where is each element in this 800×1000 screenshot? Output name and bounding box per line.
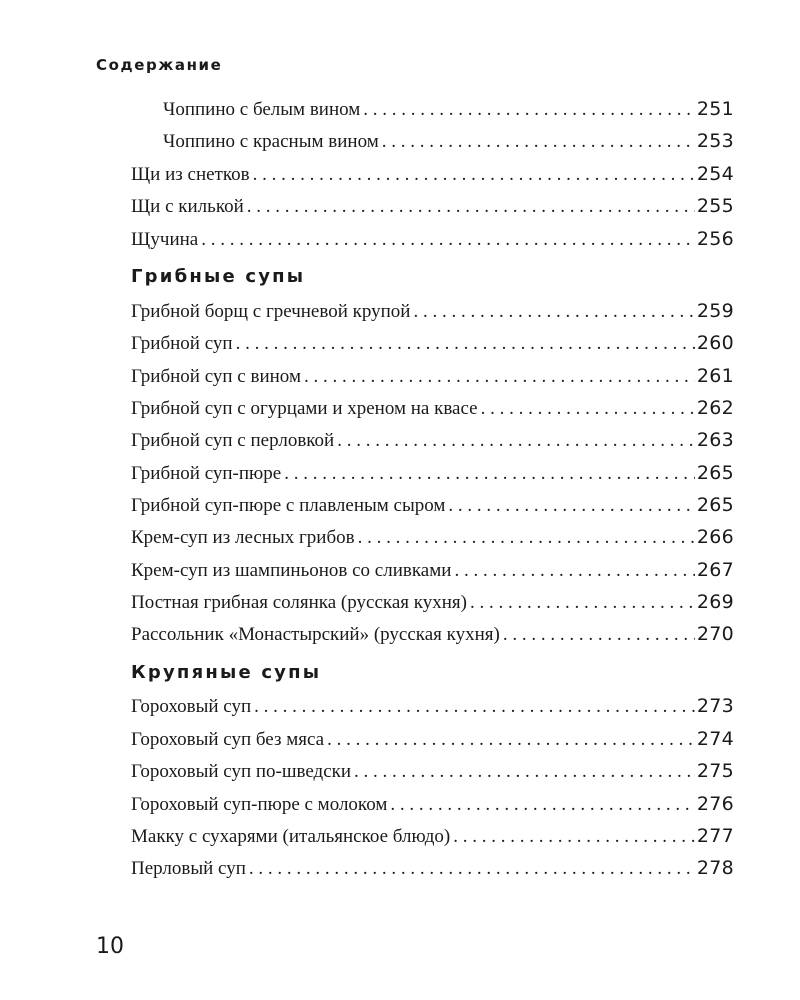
toc-entry[interactable] xyxy=(131,492,734,518)
dot-leader xyxy=(363,97,695,123)
dot-leader xyxy=(503,622,695,648)
toc-entry[interactable] xyxy=(163,128,734,154)
toc-entry[interactable] xyxy=(131,621,734,647)
toc-entry[interactable] xyxy=(131,363,734,389)
toc-entry[interactable] xyxy=(131,524,734,550)
toc-page-number: 256 xyxy=(696,228,734,250)
toc-entry[interactable] xyxy=(131,427,734,453)
dot-leader xyxy=(453,824,695,850)
toc-page-number: 254 xyxy=(696,163,734,185)
dot-leader xyxy=(236,331,695,357)
dot-leader xyxy=(354,759,695,785)
toc-entry-label: Постная грибная солянка (русская кухня) xyxy=(131,592,467,613)
dot-leader xyxy=(201,227,695,253)
toc-entry-label: Крем-суп из шампиньонов со сливками xyxy=(131,560,452,581)
toc-page-number: 262 xyxy=(696,397,734,419)
toc-entry-label: Грибной суп с вином xyxy=(131,366,301,387)
running-head: Содержание xyxy=(96,56,223,74)
toc-page-number: 265 xyxy=(696,494,734,516)
toc-entry-label: Чоппино с белым вином xyxy=(163,99,361,120)
toc-entry[interactable] xyxy=(131,460,734,486)
toc-entry[interactable] xyxy=(131,791,734,817)
dot-leader xyxy=(382,129,695,155)
toc-page-number: 273 xyxy=(696,695,734,717)
dot-leader xyxy=(470,590,695,616)
toc-entry-label: Грибной суп-пюре xyxy=(131,463,282,484)
toc-entry[interactable] xyxy=(131,855,734,881)
section-title: Крупяные супы xyxy=(131,662,322,683)
toc-page-number: 251 xyxy=(696,98,734,120)
toc-page-number: 266 xyxy=(696,526,734,548)
dot-leader xyxy=(413,299,694,325)
dot-leader xyxy=(249,856,695,882)
toc-entry-label: Грибной суп-пюре с плавленым сыром xyxy=(131,495,446,516)
toc-entry-label: Щи из снетков xyxy=(131,164,250,185)
toc-entry-label: Крем-суп из лесных грибов xyxy=(131,527,355,548)
dot-leader xyxy=(254,694,695,720)
toc-page-number: 267 xyxy=(696,559,734,581)
toc-page-number: 274 xyxy=(696,728,734,750)
toc-page-number: 278 xyxy=(696,857,734,879)
toc-entry-label: Гороховый суп без мяса xyxy=(131,729,325,750)
toc-entry-label: Гороховый суп xyxy=(131,696,252,717)
toc-entry[interactable] xyxy=(131,557,734,583)
toc-page-number: 275 xyxy=(696,760,734,782)
section-title: Грибные супы xyxy=(131,266,306,287)
toc-entry-label: Макку с сухарями (итальянское блюдо) xyxy=(131,826,451,847)
toc-entry-label: Перловый суп xyxy=(131,858,246,879)
dot-leader xyxy=(448,493,694,519)
toc-entry[interactable] xyxy=(131,726,734,752)
dot-leader xyxy=(337,428,695,454)
dot-leader xyxy=(327,727,695,753)
toc-entry-label: Гороховый суп-пюре с молоком xyxy=(131,794,388,815)
dot-leader xyxy=(284,461,695,487)
toc-entry-label: Грибной суп с перловкой xyxy=(131,430,335,451)
toc-entry-label: Гороховый суп по-шведски xyxy=(131,761,352,782)
toc-page-number: 260 xyxy=(696,332,734,354)
toc-entry-label: Грибной суп xyxy=(131,333,233,354)
dot-leader xyxy=(481,396,695,422)
toc-entry[interactable] xyxy=(163,96,734,122)
toc-page-number: 277 xyxy=(696,825,734,847)
toc-page-number: 265 xyxy=(696,462,734,484)
toc-page-number: 269 xyxy=(696,591,734,613)
toc-page-number: 276 xyxy=(696,793,734,815)
toc-page-number: 261 xyxy=(696,365,734,387)
dot-leader xyxy=(253,162,695,188)
toc-entry[interactable] xyxy=(131,193,734,219)
dot-leader xyxy=(358,525,695,551)
toc-entry[interactable] xyxy=(131,823,734,849)
toc-page-number: 255 xyxy=(696,195,734,217)
toc-entry[interactable] xyxy=(131,693,734,719)
toc-entry-label: Грибной борщ с гречневой крупой xyxy=(131,301,411,322)
toc-entry[interactable] xyxy=(131,395,734,421)
toc-entry[interactable] xyxy=(131,298,734,324)
toc-entry-label: Щучина xyxy=(131,229,199,250)
toc-entry[interactable] xyxy=(131,330,734,356)
toc-entry-label: Грибной суп с огурцами и хреном на квасе xyxy=(131,398,478,419)
toc-page-number: 259 xyxy=(696,300,734,322)
toc-page-number: 263 xyxy=(696,429,734,451)
toc-page-number: 253 xyxy=(696,130,734,152)
toc-entry-label: Чоппино с красным вином xyxy=(163,131,379,152)
toc-entry[interactable] xyxy=(131,226,734,252)
dot-leader xyxy=(247,194,695,220)
page-number-folio: 10 xyxy=(96,934,124,959)
toc-entry-label: Рассольник «Монастырский» (русская кухня) xyxy=(131,624,500,645)
dot-leader xyxy=(390,792,694,818)
toc-page-number: 270 xyxy=(696,623,734,645)
toc-entry[interactable] xyxy=(131,161,734,187)
toc-entry[interactable] xyxy=(131,758,734,784)
dot-leader xyxy=(304,364,695,390)
dot-leader xyxy=(454,558,694,584)
toc-entry-label: Щи с килькой xyxy=(131,196,244,217)
toc-entry[interactable] xyxy=(131,589,734,615)
